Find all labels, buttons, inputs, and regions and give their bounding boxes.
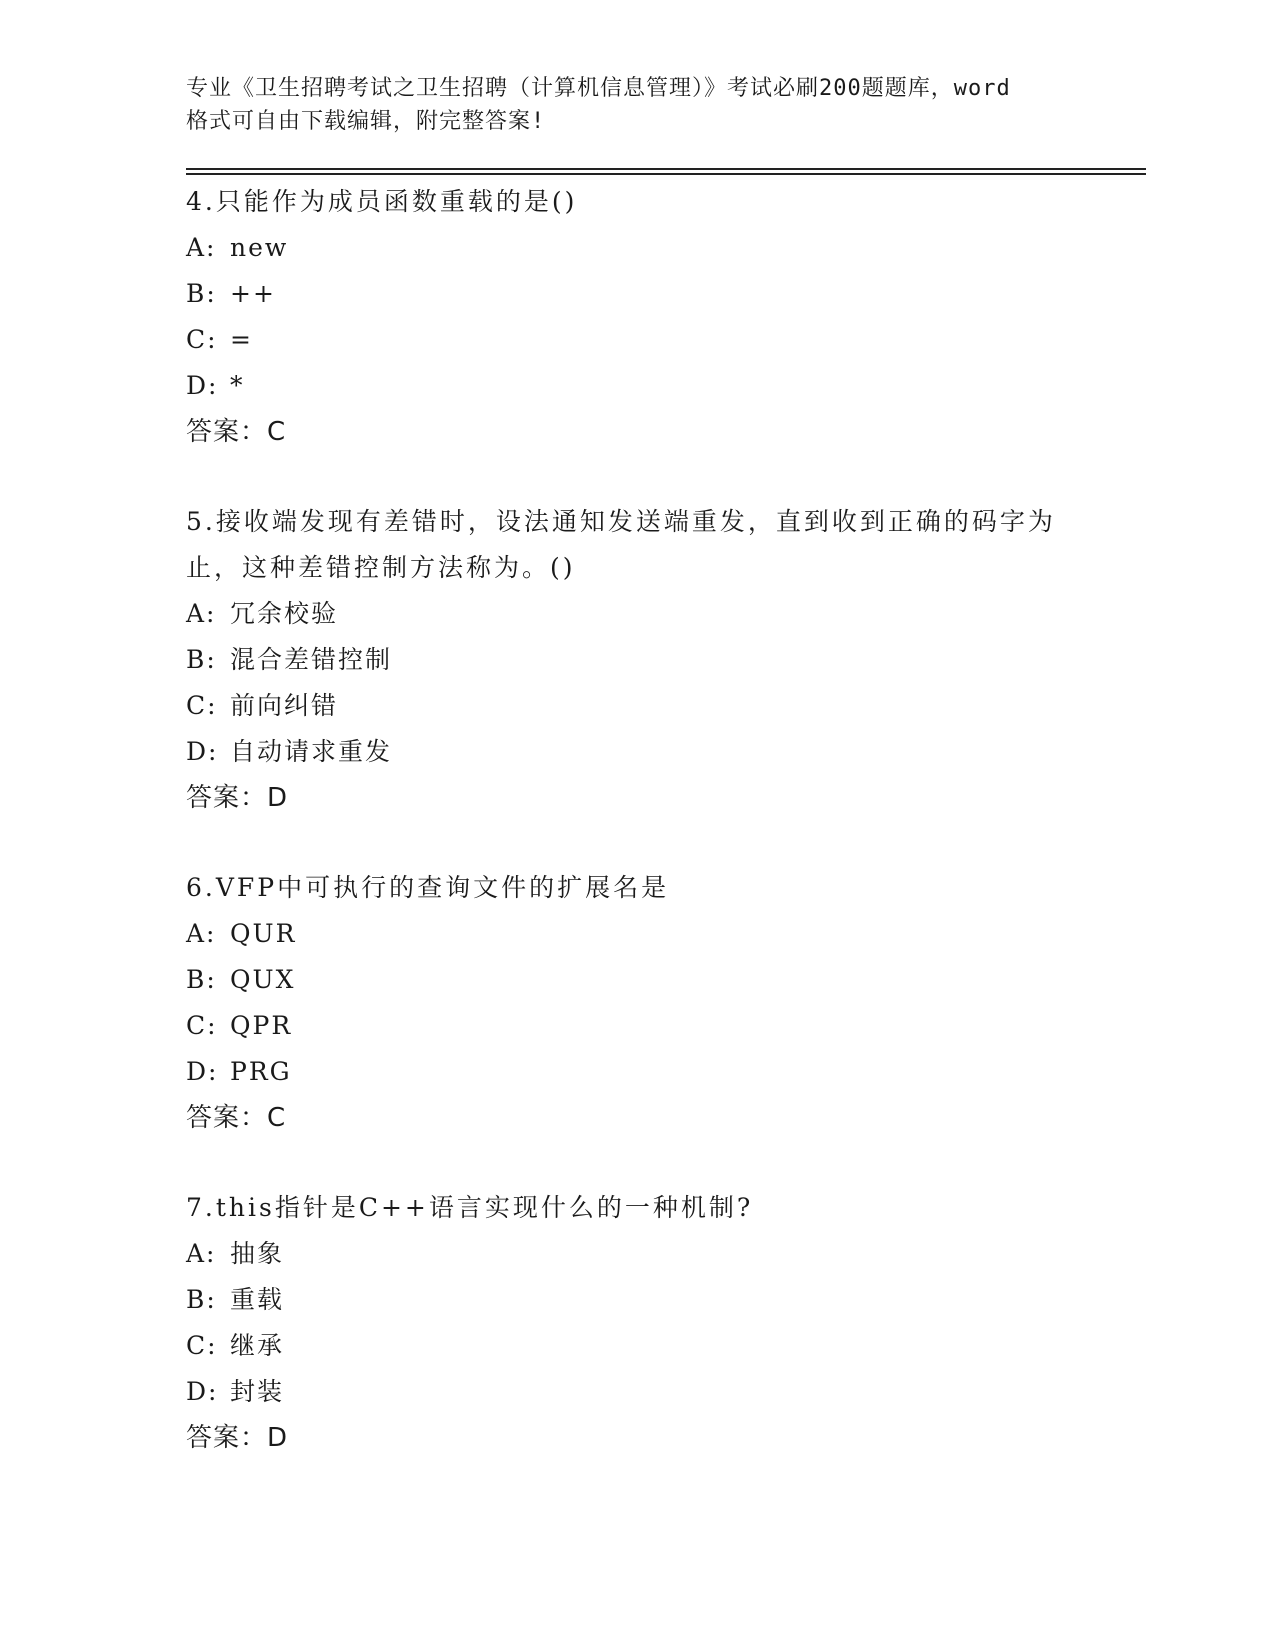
option-b	[186, 957, 1146, 1003]
option-c	[186, 683, 1146, 729]
option-text: QPR	[230, 1011, 293, 1040]
option-key: B:	[186, 1285, 217, 1314]
document-header	[186, 72, 1086, 138]
option-text: 冗余校验	[230, 599, 339, 628]
option-d	[186, 1049, 1146, 1095]
question-block	[186, 865, 1146, 1141]
option-c	[186, 1003, 1146, 1049]
question-block	[186, 1185, 1146, 1461]
spacer	[186, 455, 1146, 499]
option-text: =	[230, 325, 253, 354]
option-key: C:	[186, 1331, 218, 1360]
option-key: A:	[186, 919, 217, 948]
option-key: D:	[186, 737, 219, 766]
answer-line: 答案：D	[186, 783, 289, 813]
answer-line: 答案：D	[186, 1423, 289, 1453]
option-key: A:	[186, 233, 217, 262]
option-text: ++	[230, 279, 276, 308]
option-d	[186, 1369, 1146, 1415]
question-block	[186, 499, 1146, 821]
option-a	[186, 225, 1146, 271]
option-key: D:	[186, 1057, 219, 1086]
option-key: A:	[186, 599, 217, 628]
question-stem: 6.VFP中可执行的查询文件的扩展名是	[186, 873, 670, 902]
question-stem: 4.只能作为成员函数重载的是()	[186, 187, 578, 216]
document-page	[186, 72, 1146, 1461]
option-c	[186, 317, 1146, 363]
option-text: 抽象	[230, 1239, 285, 1268]
spacer	[186, 821, 1146, 865]
option-text: PRG	[230, 1057, 292, 1086]
double-divider	[186, 168, 1146, 175]
option-text: 前向纠错	[230, 691, 339, 720]
option-key: B:	[186, 279, 217, 308]
option-text: 重载	[230, 1285, 285, 1314]
spacer	[186, 1141, 1146, 1185]
option-text: 混合差错控制	[230, 645, 393, 674]
option-text: 继承	[230, 1331, 285, 1360]
option-d	[186, 363, 1146, 409]
option-key: C:	[186, 1011, 218, 1040]
option-text: 自动请求重发	[230, 737, 393, 766]
option-key: D:	[186, 1377, 219, 1406]
option-b	[186, 271, 1146, 317]
option-c	[186, 1323, 1146, 1369]
option-d	[186, 729, 1146, 775]
option-key: B:	[186, 645, 217, 674]
option-b	[186, 1277, 1146, 1323]
option-text: QUX	[230, 965, 296, 994]
option-a	[186, 1231, 1146, 1277]
option-text: QUR	[230, 919, 297, 948]
answer-line: 答案：C	[186, 1103, 287, 1133]
option-text: 封装	[230, 1377, 285, 1406]
option-key: D:	[186, 371, 219, 400]
option-key: B:	[186, 965, 217, 994]
header-line-1: 专业《卫生招聘考试之卫生招聘（计算机信息管理）》考试必刷200题题库，word	[186, 76, 1011, 101]
option-text: *	[230, 371, 245, 400]
option-b	[186, 637, 1146, 683]
question-stem: 5.接收端发现有差错时，设法通知发送端重发，直到收到正确的码字为止，这种差错控制方法称为。()	[186, 507, 1056, 582]
option-a	[186, 591, 1146, 637]
question-stem: 7.this指针是C++语言实现什么的一种机制?	[186, 1193, 754, 1222]
option-text: new	[230, 233, 289, 262]
option-key: C:	[186, 325, 218, 354]
header-line-2: 格式可自由下载编辑，附完整答案!	[186, 109, 546, 134]
option-key: C:	[186, 691, 218, 720]
answer-line: 答案：C	[186, 417, 287, 447]
question-block	[186, 179, 1146, 455]
option-a	[186, 911, 1146, 957]
option-key: A:	[186, 1239, 217, 1268]
